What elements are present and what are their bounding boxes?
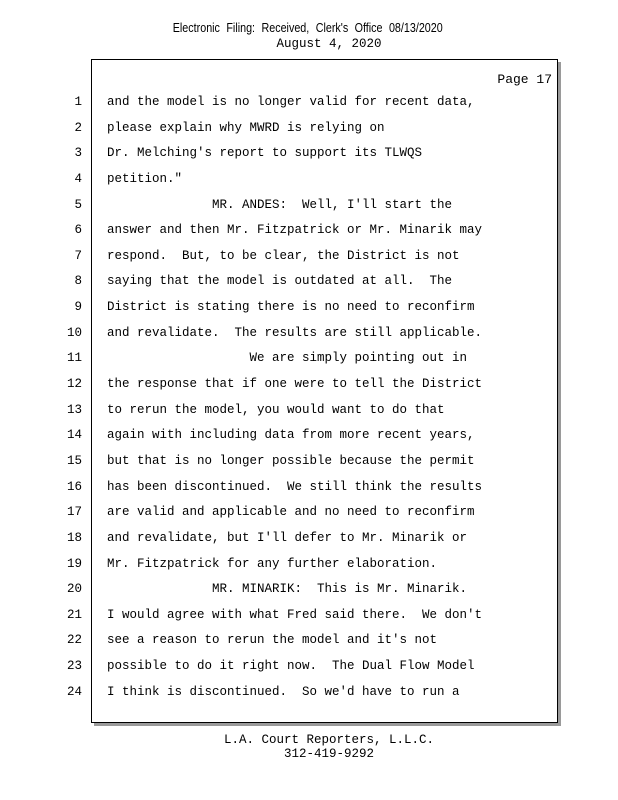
line-number: 7 — [74, 248, 82, 263]
line-number: 13 — [66, 402, 82, 417]
line-number: 24 — [66, 684, 82, 699]
line-number: 16 — [66, 479, 82, 494]
line-number: 9 — [74, 300, 82, 315]
transcript-line: and the model is no longer valid for recent data, — [107, 95, 475, 109]
reporter-phone: 312-419-9292 — [283, 747, 374, 761]
line-number: 20 — [66, 582, 82, 597]
line-number: 1 — [74, 95, 82, 109]
transcript-line: see a reason to rerun the model and it's not — [107, 633, 438, 648]
transcript-line: MR. MINARIK: This is Mr. Minarik. — [107, 582, 468, 597]
line-number: 22 — [66, 633, 82, 648]
line-number: 11 — [66, 351, 82, 366]
transcript-line: possible to do it right now. The Dual Flow Model — [107, 659, 475, 674]
transcript-line: to rerun the model, you would want to do that — [107, 402, 445, 417]
line-number-column — [60, 94, 82, 709]
page-number: Page 17 — [497, 72, 552, 87]
transcript-line: saying that the model is outdated at all. The — [107, 274, 453, 289]
line-number: 4 — [74, 171, 82, 186]
transcript-line: and revalidate, but I'll defer to Mr. Minarik or — [107, 530, 468, 545]
transcript-line: the response that if one were to tell the District — [107, 377, 483, 392]
transcript-line: answer and then Mr. Fitzpatrick or Mr. Minarik may — [107, 223, 483, 238]
transcript-line: I would agree with what Fred said there. We don't — [107, 607, 483, 622]
line-number: 10 — [66, 325, 82, 340]
line-number: 23 — [66, 659, 82, 674]
transcript-line: but that is no longer possible because the permit — [107, 453, 475, 468]
transcript-line: We are simply pointing out in — [107, 351, 468, 366]
filing-stamp: Electronic Filing: Received, Clerk's Office 08/13/2020 — [172, 21, 443, 35]
transcript-line: again with including data from more recent years, — [107, 428, 475, 443]
transcript-line: and revalidate. The results are still applicable. — [107, 325, 483, 340]
line-number: 19 — [66, 556, 82, 571]
transcript-line: District is stating there is no need to reconfirm — [107, 300, 475, 315]
line-number: 5 — [74, 197, 82, 212]
line-number: 18 — [66, 530, 82, 545]
line-number: 17 — [66, 505, 82, 520]
line-number: 6 — [74, 223, 82, 238]
line-number: 15 — [66, 453, 82, 468]
line-number: 8 — [74, 274, 82, 289]
transcript-line: MR. ANDES: Well, I'll start the — [107, 197, 453, 212]
reporter-footer — [0, 733, 618, 761]
document-date: August 4, 2020 — [276, 37, 382, 51]
transcript-line: please explain why MWRD is relying on — [107, 120, 385, 135]
reporter-company: L.A. Court Reporters, L.L.C. — [223, 733, 435, 747]
line-number: 14 — [66, 428, 82, 443]
transcript-line: Mr. Fitzpatrick for any further elaboration. — [107, 556, 438, 571]
transcript-text — [107, 94, 547, 709]
transcript-line: has been discontinued. We still think the results — [107, 479, 483, 494]
transcript-line: I think is discontinued. So we'd have to run a — [107, 684, 460, 699]
transcript-line: are valid and applicable and no need to reconfirm — [107, 505, 475, 520]
line-number: 3 — [74, 146, 82, 161]
line-number: 2 — [74, 120, 82, 135]
transcript-line: petition." — [107, 171, 183, 186]
transcript-line: respond. But, to be clear, the District is not — [107, 248, 460, 263]
line-number: 21 — [66, 607, 82, 622]
transcript-line: Dr. Melching's report to support its TLWQS — [107, 146, 423, 161]
line-number: 12 — [66, 377, 82, 392]
